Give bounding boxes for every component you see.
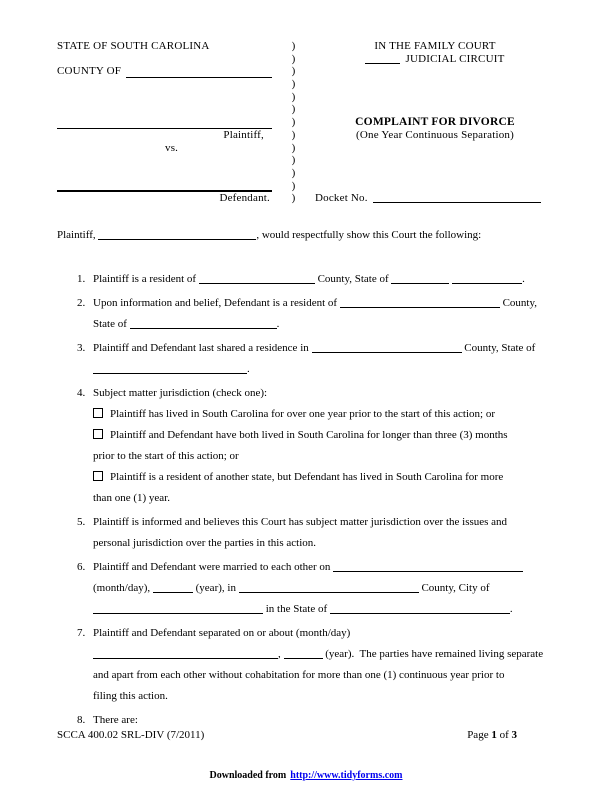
checkbox[interactable]: [93, 408, 103, 418]
item-body: [93, 557, 555, 620]
blank-field: [333, 561, 523, 572]
blank-field: [312, 342, 462, 353]
caption-paren-column: [272, 40, 315, 205]
caption-paren: ): [291, 90, 296, 103]
item-body: [93, 512, 555, 554]
text-segment: Upon information and belief, Defendant is a resident of: [93, 296, 340, 309]
form-line: [93, 665, 555, 686]
text-segment: Plaintiff is a resident of: [93, 272, 199, 285]
blank-field: [330, 603, 510, 614]
item-body: [93, 383, 555, 509]
form-line: [93, 686, 555, 707]
complaint-item-6: [57, 557, 555, 620]
complaint-item-4: [57, 383, 555, 509]
defendant-name-line: [57, 180, 272, 193]
item-number: 7.: [77, 626, 86, 639]
blank-field: [93, 603, 263, 614]
blank-field: [93, 363, 247, 374]
text-segment: than one (1) year.: [93, 491, 170, 504]
caption-paren: ): [291, 192, 296, 205]
caption-paren: ): [291, 116, 296, 129]
form-line: [93, 557, 555, 578]
text-segment: Subject matter jurisdiction (check one):: [93, 386, 268, 399]
page-number: 1: [491, 729, 497, 741]
state-heading: STATE OF SOUTH CAROLINA: [57, 40, 210, 52]
item-number: 8.: [77, 713, 86, 726]
form-line: [93, 578, 555, 599]
form-line: [93, 446, 555, 467]
case-caption: [57, 40, 555, 205]
text-segment: .: [276, 317, 280, 330]
item-number: 3.: [77, 341, 86, 354]
caption-paren: ): [291, 166, 296, 179]
text-segment: Plaintiff and Defendant were married to each other on: [93, 560, 334, 573]
county-line: [57, 65, 272, 78]
item-number: 2.: [77, 296, 86, 309]
text-segment: Plaintiff and Defendant have both lived in South Carolina for longer than three (3) months: [110, 428, 508, 441]
item-number: 6.: [77, 560, 86, 573]
caption-paren: ): [291, 40, 296, 52]
of-label: of: [499, 729, 509, 741]
form-line: [93, 467, 555, 488]
complaint-item-1: [57, 269, 555, 290]
caption-paren: ): [291, 52, 296, 65]
text-segment: County, City of: [418, 581, 490, 594]
text-segment: Plaintiff,: [57, 228, 99, 241]
complaint-item-5: [57, 512, 555, 554]
page-total: 3: [511, 729, 517, 741]
text-segment: prior to the start of this action; or: [93, 449, 239, 462]
text-segment: filing this action.: [93, 689, 168, 702]
caption-paren: ): [291, 103, 296, 116]
form-line: [93, 359, 555, 380]
text-segment: .: [247, 362, 250, 375]
plaintiff-label: Plaintiff,: [223, 128, 264, 141]
item-number: 5.: [77, 515, 86, 528]
versus-label: vs.: [165, 141, 179, 154]
text-segment: .: [509, 602, 513, 615]
text-segment: County,: [499, 296, 537, 309]
item-body: [93, 338, 555, 380]
blank-field: [391, 273, 449, 284]
text-segment: Plaintiff is a resident of another state, but Defendant has lived in South Carolina for more: [110, 470, 504, 483]
form-line: [93, 623, 555, 644]
page-content: [0, 40, 612, 731]
text-segment: .: [522, 272, 525, 285]
document-title: COMPLAINT FOR DIVORCE: [355, 116, 515, 129]
text-segment: , would respectfully show this Court the following:: [256, 228, 482, 241]
text-segment: Plaintiff and Defendant last shared a residence in: [93, 341, 312, 354]
caption-paren: ): [291, 65, 296, 78]
form-line: [93, 338, 555, 359]
caption-paren: ): [291, 78, 296, 91]
complaint-items: [57, 269, 555, 731]
text-segment: and apart from each other without cohabitation for more than one (1) continuous year prior to: [93, 668, 505, 681]
county-label: COUNTY OF: [57, 65, 122, 78]
text-segment: Plaintiff and Defendant separated on or about (month/day): [93, 626, 351, 639]
caption-paren: ): [291, 154, 296, 167]
text-segment: County, State of: [314, 272, 392, 285]
court-name: IN THE FAMILY COURT: [374, 40, 496, 52]
caption-paren: ): [291, 141, 296, 154]
page-footer: [57, 729, 555, 741]
judicial-circuit-line: [315, 53, 555, 66]
form-line: [93, 425, 555, 446]
page-indicator: [467, 729, 555, 741]
county-name-blank: [126, 67, 272, 78]
form-line: [93, 488, 555, 509]
blank-field: [93, 648, 278, 659]
download-prefix: Downloaded from: [209, 770, 287, 781]
caption-paren: ): [291, 179, 296, 192]
download-credit: [0, 770, 612, 781]
form-line: [93, 383, 555, 404]
checkbox[interactable]: [93, 471, 103, 481]
text-segment: in the State of: [263, 602, 330, 615]
text-segment: (month/day),: [93, 581, 153, 594]
page-label: Page: [467, 729, 489, 741]
defendant-label: Defendant.: [219, 192, 270, 205]
circuit-label: JUDICIAL CIRCUIT: [405, 52, 505, 65]
item-body: [93, 293, 555, 335]
caption-paren: ): [291, 128, 296, 141]
text-segment: (year), in: [192, 581, 239, 594]
complaint-item-3: [57, 338, 555, 380]
blank-field: [199, 273, 315, 284]
form-line: [93, 533, 555, 554]
item-body: [93, 623, 555, 707]
blank-field: [130, 318, 277, 329]
text-segment: County, State of: [461, 341, 536, 354]
form-line: [93, 269, 555, 290]
text-segment: (year). The parties have remained living separate: [322, 647, 544, 660]
complaint-item-8: [57, 710, 555, 731]
intro-paragraph: [57, 225, 555, 246]
form-line: [93, 710, 555, 731]
document-subtitle: (One Year Continuous Separation): [356, 128, 514, 141]
complaint-item-2: [57, 293, 555, 335]
text-segment: There are:: [93, 713, 138, 726]
circuit-number-blank: [365, 53, 400, 64]
complaint-item-7: [57, 623, 555, 707]
item-number: 4.: [77, 386, 86, 399]
text-segment: Plaintiff has lived in South Carolina for over one year prior to the start of this action; or: [110, 407, 496, 420]
text-segment: State of: [93, 317, 130, 330]
form-line: [93, 512, 555, 533]
blank-field: [153, 582, 193, 593]
text-segment: Plaintiff is informed and believes this Court has subject matter jurisdiction over the issues and: [93, 515, 508, 528]
text-segment: personal jurisdiction over the parties in this action.: [93, 536, 317, 549]
item-number: 1.: [77, 272, 86, 285]
form-line: [93, 314, 555, 335]
item-body: [93, 269, 555, 290]
blank-field: [452, 273, 522, 284]
docket-line: [315, 192, 555, 205]
blank-field: [239, 582, 419, 593]
form-id: SCCA 400.02 SRL-DIV (7/2011): [57, 729, 205, 741]
plaintiff-name-line: [57, 116, 272, 129]
docket-number-blank: [373, 192, 541, 203]
docket-label: Docket No.: [315, 192, 368, 205]
form-line: [93, 644, 555, 665]
form-line: [93, 293, 555, 314]
blank-field: [284, 648, 323, 659]
text-segment: ,: [278, 647, 284, 660]
form-line: [93, 599, 555, 620]
form-line: [93, 404, 555, 425]
blank-field: [98, 229, 256, 240]
item-body: [93, 710, 555, 731]
checkbox[interactable]: [93, 429, 103, 439]
tidyforms-link[interactable]: http://www.tidyforms.com: [290, 770, 403, 781]
blank-field: [340, 297, 500, 308]
